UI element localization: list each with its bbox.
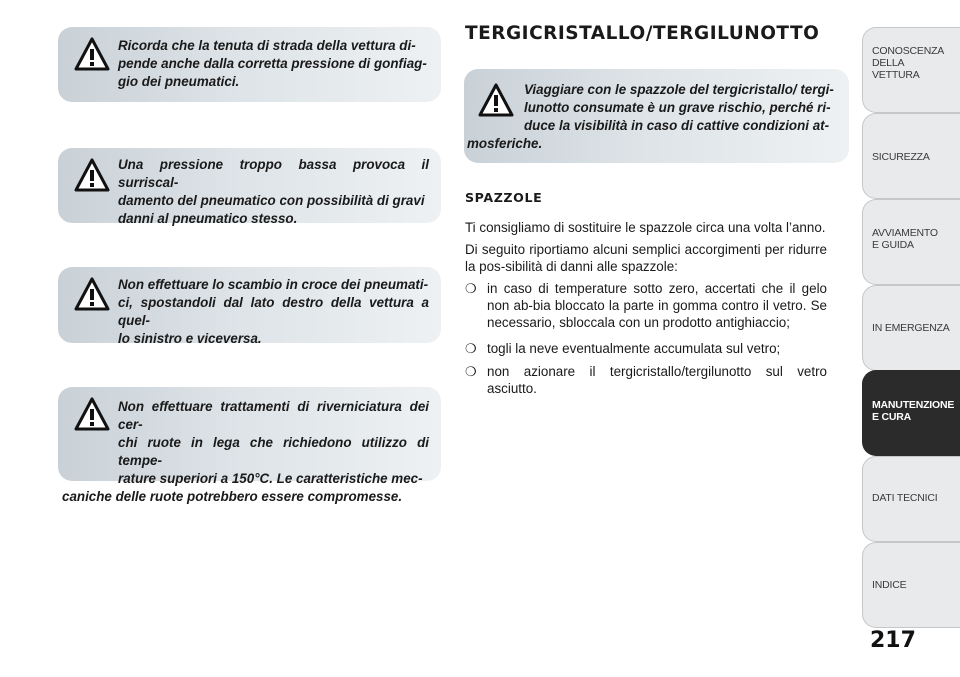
paragraph: Di seguito riportiamo alcuni semplici accorgimenti per ridurre la pos-sibilità di danni alle spazzole: xyxy=(465,242,827,274)
list-item-text: non azionare il tergicristallo/tergilunotto sul vetro asciutto. xyxy=(487,364,827,396)
bullet-icon: ❍ xyxy=(465,364,477,379)
warning-text-line: lo sinistro e viceversa. xyxy=(118,331,262,346)
warning-text-line: ci, spostandoli dal lato destro della vettura a quel- xyxy=(118,295,429,328)
subsection-title: SPAZZOLE xyxy=(465,190,543,205)
paragraph: Ti consigliamo di sostituire le spazzole circa una volta l’anno. xyxy=(465,220,826,235)
warning-box-low-pressure xyxy=(58,148,441,226)
warning-box-tire-pressure-handling xyxy=(58,27,441,102)
warning-box-repainting xyxy=(58,387,441,504)
warning-text-line: duce la visibilità in caso di cattive condizioni at- xyxy=(524,118,830,133)
tab-conoscenza-della-vettura[interactable] xyxy=(862,27,960,113)
warning-text-line: rature superiori a 150°C. Le caratteristiche mec- xyxy=(118,471,423,486)
tab-indice[interactable] xyxy=(862,542,960,628)
bullet-icon: ❍ xyxy=(465,281,477,296)
list-item-text: togli la neve eventualmente accumulata sul vetro; xyxy=(487,341,781,356)
tab-label: CONOSCENZA DELLA VETTURA xyxy=(872,45,945,81)
warning-text-line: pende anche dalla corretta pressione di gonfiag- xyxy=(118,56,427,71)
list-item xyxy=(465,363,827,397)
tab-label: IN EMERGENZA xyxy=(872,322,950,334)
list-item xyxy=(465,340,827,357)
warning-triangle-icon xyxy=(74,397,110,431)
warning-text-line: Una pressione troppo bassa provoca il surriscal- xyxy=(118,157,429,190)
tab-sicurezza[interactable] xyxy=(862,113,960,199)
warning-text-line: chi ruote in lega che richiedono utilizzo di tempe- xyxy=(118,435,429,468)
warning-text-line: gio dei pneumatici. xyxy=(118,74,240,89)
tab-label: AVVIAMENTO E GUIDA xyxy=(872,227,938,251)
warning-text-line: mosferiche. xyxy=(467,136,543,151)
warning-text-line: danni al pneumatico stesso. xyxy=(118,211,298,226)
warning-triangle-icon xyxy=(74,277,110,311)
tab-label: DATI TECNICI xyxy=(872,492,938,504)
bullet-icon: ❍ xyxy=(465,341,477,356)
list-item-text: in caso di temperature sotto zero, accertati che il gelo non ab-bia bloccato la parte in gomma contro il vetro. Se necessario, sbloccala con un prodotto antighiaccio; xyxy=(487,281,827,330)
section-title: TERGICRISTALLO/TERGILUNOTTO xyxy=(465,23,820,44)
page-number: 217 xyxy=(870,628,916,653)
tab-dati-tecnici[interactable] xyxy=(862,456,960,542)
warning-text-line: caniche delle ruote potrebbero essere compromesse. xyxy=(62,489,403,504)
warning-triangle-icon xyxy=(74,37,110,71)
warning-triangle-icon xyxy=(478,83,514,117)
tab-manutenzione-e-cura[interactable] xyxy=(862,370,960,456)
warning-text-line: damento del pneumatico con possibilità di gravi xyxy=(118,193,425,208)
tab-label: SICUREZZA xyxy=(872,151,930,163)
tab-label: MANUTENZIONE E CURA xyxy=(872,399,955,423)
tab-avviamento-e-guida[interactable] xyxy=(862,199,960,285)
tab-in-emergenza[interactable] xyxy=(862,285,960,371)
warning-text-line: Non effettuare trattamenti di riverniciatura dei cer- xyxy=(118,399,429,432)
warning-text-line: Ricorda che la tenuta di strada della vettura di- xyxy=(118,38,416,53)
warning-box-cross-swap xyxy=(58,267,441,346)
warning-box-worn-wipers xyxy=(464,69,849,163)
warning-text-line: Non effettuare lo scambio in croce dei pneumati- xyxy=(118,277,429,292)
warning-text-line: Viaggiare con le spazzole del tergicristallo/ tergi- xyxy=(524,82,834,97)
tab-label: INDICE xyxy=(872,579,907,591)
warning-triangle-icon xyxy=(74,158,110,192)
list-item xyxy=(465,280,827,331)
warning-text-line: lunotto consumate è un grave rischio, perché ri- xyxy=(524,100,831,115)
